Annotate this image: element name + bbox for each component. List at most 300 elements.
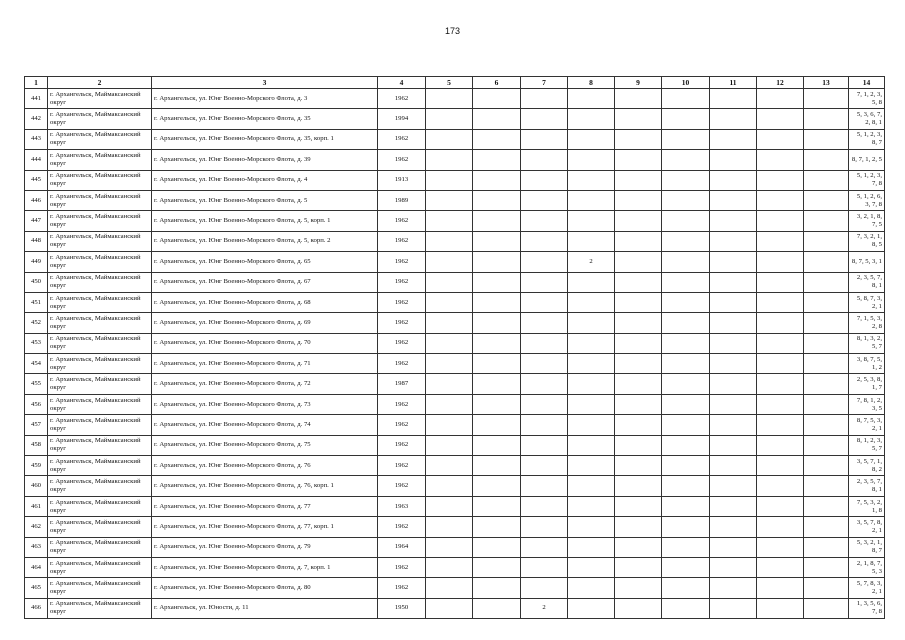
col5-cell xyxy=(426,272,473,292)
column-header: 2 xyxy=(48,77,152,89)
col8-cell xyxy=(568,150,615,170)
codes-cell: 5, 1, 2, 3, 7, 8 xyxy=(849,170,885,190)
district-cell: г. Архангельск, Маймаксанский округ xyxy=(48,578,152,598)
col5-cell xyxy=(426,313,473,333)
col11-cell xyxy=(710,211,757,231)
col9-cell xyxy=(615,252,662,272)
col11-cell xyxy=(710,129,757,149)
table-row xyxy=(25,476,885,496)
year-cell: 1962 xyxy=(378,517,426,537)
col8-cell xyxy=(568,598,615,618)
col8-cell xyxy=(568,272,615,292)
address-cell: г. Архангельск, ул. Юнг Военно-Морского Флота, д. 65 xyxy=(152,252,378,272)
col12-cell xyxy=(757,89,804,109)
column-header: 6 xyxy=(473,77,521,89)
col7-cell xyxy=(521,354,568,374)
year-cell: 1962 xyxy=(378,252,426,272)
codes-cell: 2, 3, 5, 7, 8, 1 xyxy=(849,272,885,292)
col5-cell xyxy=(426,129,473,149)
col7-cell xyxy=(521,109,568,129)
col11-cell xyxy=(710,150,757,170)
table-row xyxy=(25,252,885,272)
column-header: 10 xyxy=(662,77,710,89)
col7-cell xyxy=(521,537,568,557)
col5-cell xyxy=(426,211,473,231)
col8-cell xyxy=(568,109,615,129)
table-row xyxy=(25,170,885,190)
codes-cell: 8, 7, 1, 2, 5 xyxy=(849,150,885,170)
district-cell: г. Архангельск, Маймаксанский округ xyxy=(48,313,152,333)
col9-cell xyxy=(615,435,662,455)
column-header: 14 xyxy=(849,77,885,89)
col6-cell xyxy=(473,415,521,435)
address-cell: г. Архангельск, ул. Юнг Военно-Морского Флота, д. 74 xyxy=(152,415,378,435)
row-number: 444 xyxy=(25,150,48,170)
year-cell: 1962 xyxy=(378,313,426,333)
table-row xyxy=(25,231,885,251)
year-cell: 1962 xyxy=(378,354,426,374)
col9-cell xyxy=(615,129,662,149)
col9-cell xyxy=(615,394,662,414)
col12-cell xyxy=(757,252,804,272)
col13-cell xyxy=(804,333,849,353)
col7-cell xyxy=(521,313,568,333)
col7-cell xyxy=(521,252,568,272)
address-cell: г. Архангельск, ул. Юности, д. 11 xyxy=(152,598,378,618)
year-cell: 1962 xyxy=(378,129,426,149)
table-row xyxy=(25,578,885,598)
header-row xyxy=(25,77,885,89)
col8-cell xyxy=(568,170,615,190)
district-cell: г. Архангельск, Маймаксанский округ xyxy=(48,435,152,455)
col10-cell xyxy=(662,374,710,394)
col5-cell xyxy=(426,333,473,353)
col8-cell xyxy=(568,89,615,109)
col11-cell xyxy=(710,435,757,455)
col9-cell xyxy=(615,578,662,598)
codes-cell: 5, 3, 2, 1, 8, 7 xyxy=(849,537,885,557)
row-number: 451 xyxy=(25,292,48,312)
col11-cell xyxy=(710,394,757,414)
col7-cell xyxy=(521,211,568,231)
col10-cell xyxy=(662,354,710,374)
col7-cell xyxy=(521,435,568,455)
col5-cell xyxy=(426,109,473,129)
year-cell: 1962 xyxy=(378,89,426,109)
column-header: 8 xyxy=(568,77,615,89)
col10-cell xyxy=(662,89,710,109)
codes-cell: 5, 7, 8, 3, 2, 1 xyxy=(849,578,885,598)
address-cell: г. Архангельск, ул. Юнг Военно-Морского Флота, д. 7, корп. 1 xyxy=(152,557,378,577)
col13-cell xyxy=(804,517,849,537)
col12-cell xyxy=(757,292,804,312)
address-cell: г. Архангельск, ул. Юнг Военно-Морского Флота, д. 3 xyxy=(152,89,378,109)
district-cell: г. Архангельск, Маймаксанский округ xyxy=(48,231,152,251)
year-cell: 1962 xyxy=(378,150,426,170)
col13-cell xyxy=(804,313,849,333)
col6-cell xyxy=(473,435,521,455)
col8-cell xyxy=(568,517,615,537)
year-cell: 1994 xyxy=(378,109,426,129)
col9-cell xyxy=(615,211,662,231)
year-cell: 1913 xyxy=(378,170,426,190)
codes-cell: 8, 1, 2, 3, 5, 7 xyxy=(849,435,885,455)
col10-cell xyxy=(662,415,710,435)
year-cell: 1962 xyxy=(378,578,426,598)
col5-cell xyxy=(426,456,473,476)
codes-cell: 8, 7, 5, 3, 1 xyxy=(849,252,885,272)
district-cell: г. Архангельск, Маймаксанский округ xyxy=(48,496,152,516)
col6-cell xyxy=(473,150,521,170)
column-header: 4 xyxy=(378,77,426,89)
col11-cell xyxy=(710,313,757,333)
col10-cell xyxy=(662,252,710,272)
col13-cell xyxy=(804,129,849,149)
col11-cell xyxy=(710,578,757,598)
table-row xyxy=(25,374,885,394)
col5-cell xyxy=(426,557,473,577)
col7-cell xyxy=(521,170,568,190)
col9-cell xyxy=(615,150,662,170)
address-cell: г. Архангельск, ул. Юнг Военно-Морского Флота, д. 72 xyxy=(152,374,378,394)
codes-cell: 1, 3, 5, 6, 7, 8 xyxy=(849,598,885,618)
district-cell: г. Архангельск, Маймаксанский округ xyxy=(48,150,152,170)
col12-cell xyxy=(757,170,804,190)
row-number: 441 xyxy=(25,89,48,109)
col13-cell xyxy=(804,89,849,109)
col5-cell xyxy=(426,150,473,170)
address-cell: г. Архангельск, ул. Юнг Военно-Морского Флота, д. 79 xyxy=(152,537,378,557)
col7-cell xyxy=(521,89,568,109)
col10-cell xyxy=(662,109,710,129)
col13-cell xyxy=(804,374,849,394)
col7-cell xyxy=(521,333,568,353)
address-cell: г. Архангельск, ул. Юнг Военно-Морского Флота, д. 69 xyxy=(152,313,378,333)
col7-cell xyxy=(521,476,568,496)
col9-cell xyxy=(615,109,662,129)
col11-cell xyxy=(710,354,757,374)
col10-cell xyxy=(662,190,710,210)
col10-cell xyxy=(662,333,710,353)
col10-cell xyxy=(662,435,710,455)
row-number: 455 xyxy=(25,374,48,394)
col5-cell xyxy=(426,496,473,516)
col9-cell xyxy=(615,333,662,353)
col8-cell xyxy=(568,435,615,455)
col12-cell xyxy=(757,537,804,557)
col9-cell xyxy=(615,170,662,190)
col5-cell xyxy=(426,517,473,537)
col7-cell xyxy=(521,415,568,435)
column-header: 11 xyxy=(710,77,757,89)
col8-cell xyxy=(568,333,615,353)
table-row xyxy=(25,313,885,333)
col12-cell xyxy=(757,190,804,210)
col10-cell xyxy=(662,231,710,251)
col6-cell xyxy=(473,598,521,618)
col11-cell xyxy=(710,89,757,109)
col7-cell xyxy=(521,129,568,149)
col10-cell xyxy=(662,557,710,577)
col11-cell xyxy=(710,374,757,394)
col7-cell xyxy=(521,496,568,516)
address-cell: г. Архангельск, ул. Юнг Военно-Морского Флота, д. 76, корп. 1 xyxy=(152,476,378,496)
year-cell: 1962 xyxy=(378,456,426,476)
col13-cell xyxy=(804,415,849,435)
address-cell: г. Архангельск, ул. Юнг Военно-Морского Флота, д. 4 xyxy=(152,170,378,190)
col10-cell xyxy=(662,496,710,516)
address-cell: г. Архангельск, ул. Юнг Военно-Морского Флота, д. 5, корп. 2 xyxy=(152,231,378,251)
col6-cell xyxy=(473,129,521,149)
row-number: 443 xyxy=(25,129,48,149)
district-cell: г. Архангельск, Маймаксанский округ xyxy=(48,557,152,577)
row-number: 450 xyxy=(25,272,48,292)
codes-cell: 2, 1, 8, 7, 5, 3 xyxy=(849,557,885,577)
col5-cell xyxy=(426,598,473,618)
col7-cell: 2 xyxy=(521,598,568,618)
col12-cell xyxy=(757,415,804,435)
column-header: 13 xyxy=(804,77,849,89)
year-cell: 1962 xyxy=(378,435,426,455)
year-cell: 1962 xyxy=(378,557,426,577)
col7-cell xyxy=(521,150,568,170)
table-row xyxy=(25,435,885,455)
col12-cell xyxy=(757,231,804,251)
col9-cell xyxy=(615,231,662,251)
codes-cell: 2, 3, 5, 7, 8, 1 xyxy=(849,476,885,496)
col11-cell xyxy=(710,415,757,435)
col11-cell xyxy=(710,476,757,496)
col10-cell xyxy=(662,150,710,170)
column-header: 12 xyxy=(757,77,804,89)
col8-cell xyxy=(568,211,615,231)
col5-cell xyxy=(426,292,473,312)
col12-cell xyxy=(757,476,804,496)
col9-cell xyxy=(615,537,662,557)
codes-cell: 5, 1, 2, 6, 3, 7, 8 xyxy=(849,190,885,210)
year-cell: 1962 xyxy=(378,476,426,496)
col9-cell xyxy=(615,292,662,312)
col5-cell xyxy=(426,476,473,496)
year-cell: 1962 xyxy=(378,231,426,251)
col6-cell xyxy=(473,292,521,312)
col10-cell xyxy=(662,272,710,292)
district-cell: г. Архангельск, Маймаксанский округ xyxy=(48,598,152,618)
col11-cell xyxy=(710,292,757,312)
col11-cell xyxy=(710,517,757,537)
col13-cell xyxy=(804,272,849,292)
col11-cell xyxy=(710,598,757,618)
district-cell: г. Архангельск, Маймаксанский округ xyxy=(48,109,152,129)
table-row xyxy=(25,211,885,231)
col11-cell xyxy=(710,170,757,190)
col10-cell xyxy=(662,292,710,312)
col10-cell xyxy=(662,394,710,414)
col5-cell xyxy=(426,354,473,374)
table-row xyxy=(25,150,885,170)
row-number: 463 xyxy=(25,537,48,557)
district-cell: г. Архангельск, Маймаксанский округ xyxy=(48,292,152,312)
district-cell: г. Архангельск, Маймаксанский округ xyxy=(48,476,152,496)
col11-cell xyxy=(710,537,757,557)
page-number: 173 xyxy=(444,26,461,36)
col6-cell xyxy=(473,394,521,414)
address-cell: г. Архангельск, ул. Юнг Военно-Морского Флота, д. 76 xyxy=(152,456,378,476)
col5-cell xyxy=(426,578,473,598)
col6-cell xyxy=(473,496,521,516)
codes-cell: 5, 8, 7, 3, 2, 1 xyxy=(849,292,885,312)
row-number: 461 xyxy=(25,496,48,516)
col12-cell xyxy=(757,150,804,170)
row-number: 454 xyxy=(25,354,48,374)
col6-cell xyxy=(473,170,521,190)
col7-cell xyxy=(521,231,568,251)
table-row xyxy=(25,292,885,312)
col10-cell xyxy=(662,537,710,557)
row-number: 458 xyxy=(25,435,48,455)
col5-cell xyxy=(426,537,473,557)
col10-cell xyxy=(662,476,710,496)
col8-cell xyxy=(568,313,615,333)
district-cell: г. Архангельск, Маймаксанский округ xyxy=(48,89,152,109)
address-cell: г. Архангельск, ул. Юнг Военно-Морского Флота, д. 71 xyxy=(152,354,378,374)
col6-cell xyxy=(473,517,521,537)
col11-cell xyxy=(710,252,757,272)
year-cell: 1962 xyxy=(378,292,426,312)
district-cell: г. Архангельск, Маймаксанский округ xyxy=(48,537,152,557)
address-cell: г. Архангельск, ул. Юнг Военно-Морского Флота, д. 70 xyxy=(152,333,378,353)
col8-cell xyxy=(568,231,615,251)
table-row xyxy=(25,517,885,537)
col7-cell xyxy=(521,374,568,394)
col12-cell xyxy=(757,374,804,394)
col9-cell xyxy=(615,517,662,537)
row-number: 447 xyxy=(25,211,48,231)
col12-cell xyxy=(757,313,804,333)
col7-cell xyxy=(521,456,568,476)
col9-cell xyxy=(615,313,662,333)
address-cell: г. Архангельск, ул. Юнг Военно-Морского Флота, д. 39 xyxy=(152,150,378,170)
table-row xyxy=(25,129,885,149)
col8-cell: 2 xyxy=(568,252,615,272)
address-cell: г. Архангельск, ул. Юнг Военно-Морского Флота, д. 5 xyxy=(152,190,378,210)
codes-cell: 5, 3, 6, 7, 2, 8, 1 xyxy=(849,109,885,129)
codes-cell: 7, 8, 1, 2, 3, 5 xyxy=(849,394,885,414)
col13-cell xyxy=(804,292,849,312)
col10-cell xyxy=(662,578,710,598)
col12-cell xyxy=(757,129,804,149)
col6-cell xyxy=(473,109,521,129)
col9-cell xyxy=(615,496,662,516)
col11-cell xyxy=(710,109,757,129)
col13-cell xyxy=(804,109,849,129)
col8-cell xyxy=(568,476,615,496)
district-cell: г. Архангельск, Маймаксанский округ xyxy=(48,374,152,394)
codes-cell: 2, 5, 3, 8, 1, 7 xyxy=(849,374,885,394)
col11-cell xyxy=(710,231,757,251)
address-cell: г. Архангельск, ул. Юнг Военно-Морского Флота, д. 35, корп. 1 xyxy=(152,129,378,149)
col10-cell xyxy=(662,313,710,333)
table-row xyxy=(25,109,885,129)
row-number: 462 xyxy=(25,517,48,537)
col8-cell xyxy=(568,394,615,414)
col13-cell xyxy=(804,231,849,251)
col5-cell xyxy=(426,170,473,190)
table-row xyxy=(25,557,885,577)
row-number: 457 xyxy=(25,415,48,435)
table-row xyxy=(25,415,885,435)
district-cell: г. Архангельск, Маймаксанский округ xyxy=(48,517,152,537)
column-header: 3 xyxy=(152,77,378,89)
col12-cell xyxy=(757,557,804,577)
codes-cell: 8, 7, 5, 3, 2, 1 xyxy=(849,415,885,435)
table-row xyxy=(25,394,885,414)
codes-cell: 3, 5, 7, 8, 2, 1 xyxy=(849,517,885,537)
table-row xyxy=(25,89,885,109)
district-cell: г. Архангельск, Маймаксанский округ xyxy=(48,456,152,476)
table-row xyxy=(25,190,885,210)
codes-cell: 5, 1, 2, 3, 8, 7 xyxy=(849,129,885,149)
table-row xyxy=(25,537,885,557)
col9-cell xyxy=(615,354,662,374)
col6-cell xyxy=(473,537,521,557)
row-number: 459 xyxy=(25,456,48,476)
col6-cell xyxy=(473,190,521,210)
codes-cell: 7, 1, 5, 3, 2, 8 xyxy=(849,313,885,333)
col13-cell xyxy=(804,578,849,598)
col9-cell xyxy=(615,557,662,577)
row-number: 442 xyxy=(25,109,48,129)
address-cell: г. Архангельск, ул. Юнг Военно-Морского Флота, д. 75 xyxy=(152,435,378,455)
district-cell: г. Архангельск, Маймаксанский округ xyxy=(48,394,152,414)
row-number: 445 xyxy=(25,170,48,190)
col6-cell xyxy=(473,557,521,577)
col6-cell xyxy=(473,456,521,476)
year-cell: 1962 xyxy=(378,333,426,353)
col10-cell xyxy=(662,598,710,618)
row-number: 449 xyxy=(25,252,48,272)
col13-cell xyxy=(804,394,849,414)
column-header: 9 xyxy=(615,77,662,89)
col11-cell xyxy=(710,272,757,292)
col7-cell xyxy=(521,517,568,537)
row-number: 452 xyxy=(25,313,48,333)
col9-cell xyxy=(615,89,662,109)
address-cell: г. Архангельск, ул. Юнг Военно-Морского Флота, д. 73 xyxy=(152,394,378,414)
col13-cell xyxy=(804,598,849,618)
col9-cell xyxy=(615,415,662,435)
codes-cell: 3, 5, 7, 1, 8, 2 xyxy=(849,456,885,476)
col11-cell xyxy=(710,557,757,577)
table-row xyxy=(25,496,885,516)
address-cell: г. Архангельск, ул. Юнг Военно-Морского Флота, д. 67 xyxy=(152,272,378,292)
col13-cell xyxy=(804,435,849,455)
col13-cell xyxy=(804,252,849,272)
row-number: 446 xyxy=(25,190,48,210)
district-cell: г. Архангельск, Маймаксанский округ xyxy=(48,272,152,292)
year-cell: 1962 xyxy=(378,394,426,414)
district-cell: г. Архангельск, Маймаксанский округ xyxy=(48,415,152,435)
col13-cell xyxy=(804,456,849,476)
row-number: 456 xyxy=(25,394,48,414)
col12-cell xyxy=(757,272,804,292)
col5-cell xyxy=(426,374,473,394)
codes-cell: 7, 1, 2, 3, 5, 8 xyxy=(849,89,885,109)
col7-cell xyxy=(521,394,568,414)
col11-cell xyxy=(710,333,757,353)
col7-cell xyxy=(521,272,568,292)
table-row xyxy=(25,354,885,374)
